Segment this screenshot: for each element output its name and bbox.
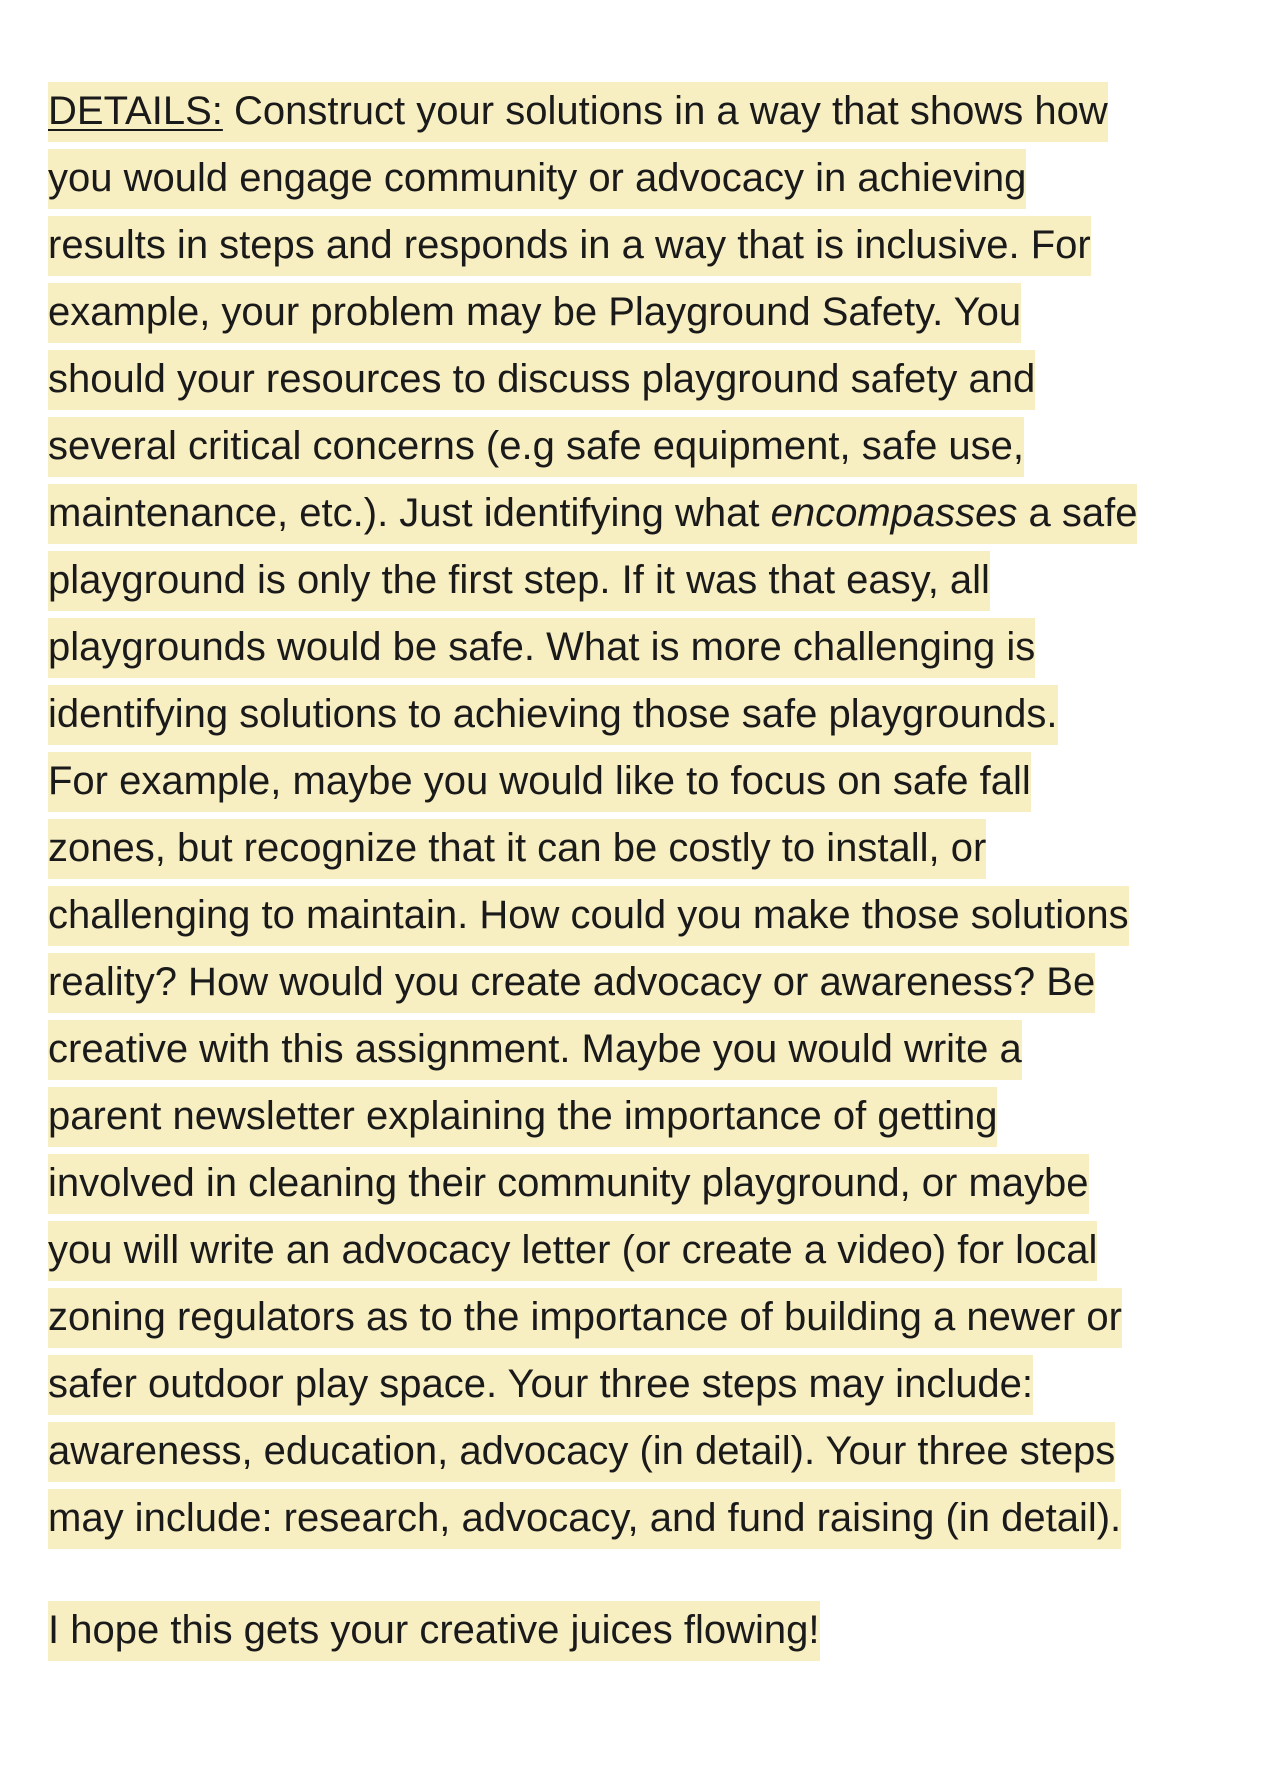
highlighted-text: zoning regulators as to the importance of building a newer or [48,1288,1122,1348]
closing-text: I hope this gets your creative juices flowing! [48,1601,820,1661]
text-line [48,1351,1248,1418]
highlighted-text: challenging to maintain. How could you make those solutions [48,886,1129,946]
highlighted-text: several critical concerns (e.g safe equipment, safe use, [48,417,1024,477]
text-line [48,815,1248,882]
text-line [48,145,1248,212]
text-line [48,1485,1248,1552]
text-line [48,279,1248,346]
paragraph-gap [48,1552,1248,1597]
highlighted-text [48,82,1108,142]
highlighted-text: identifying solutions to achieving those safe playgrounds. [48,685,1058,745]
highlighted-text: involved in cleaning their community playground, or maybe [48,1154,1089,1214]
closing-paragraph [48,1597,1248,1664]
text-run: a safe [1017,491,1138,535]
text-line [48,1418,1248,1485]
text-line [48,1083,1248,1150]
highlighted-text: parent newsletter explaining the importance of getting [48,1087,997,1147]
highlighted-text: safer outdoor play space. Your three steps may include: [48,1355,1033,1415]
text-line [48,681,1248,748]
document-body [48,78,1248,1664]
text-line [48,1597,1248,1664]
text-run: Construct your solutions in a way that shows how [222,89,1108,133]
highlighted-text: you would engage community or advocacy in achieving [48,149,1026,209]
highlighted-text: awareness, education, advocacy (in detail). Your three steps [48,1422,1115,1482]
highlighted-text: results in steps and responds in a way that is inclusive. For [48,216,1091,276]
text-line [48,346,1248,413]
highlighted-text: you will write an advocacy letter (or create a video) for local [48,1221,1097,1281]
text-line [48,748,1248,815]
text-line [48,212,1248,279]
details-label: DETAILS: [48,89,223,133]
text-line [48,1217,1248,1284]
text-run: maintenance, etc.). Just identifying what [48,491,771,535]
text-line [48,1016,1248,1083]
text-line [48,78,1248,145]
highlighted-text: creative with this assignment. Maybe you would write a [48,1020,1022,1080]
details-paragraph [48,78,1248,1552]
highlighted-text: playgrounds would be safe. What is more challenging is [48,618,1035,678]
highlighted-text [48,484,1137,544]
emphasized-word: encompasses [770,491,1018,535]
text-line [48,1284,1248,1351]
text-line [48,614,1248,681]
highlighted-text: should your resources to discuss playground safety and [48,350,1035,410]
highlighted-text: may include: research, advocacy, and fund raising (in detail). [48,1489,1121,1549]
text-line [48,480,1248,547]
highlighted-text: reality? How would you create advocacy or awareness? Be [48,953,1095,1013]
highlighted-text: For example, maybe you would like to focus on safe fall [48,752,1031,812]
text-line [48,882,1248,949]
text-line [48,1150,1248,1217]
text-line [48,413,1248,480]
text-line [48,547,1248,614]
text-line [48,949,1248,1016]
highlighted-text: playground is only the first step. If it was that easy, all [48,551,990,611]
highlighted-text: zones, but recognize that it can be costly to install, or [48,819,986,879]
highlighted-text: example, your problem may be Playground Safety. You [48,283,1021,343]
